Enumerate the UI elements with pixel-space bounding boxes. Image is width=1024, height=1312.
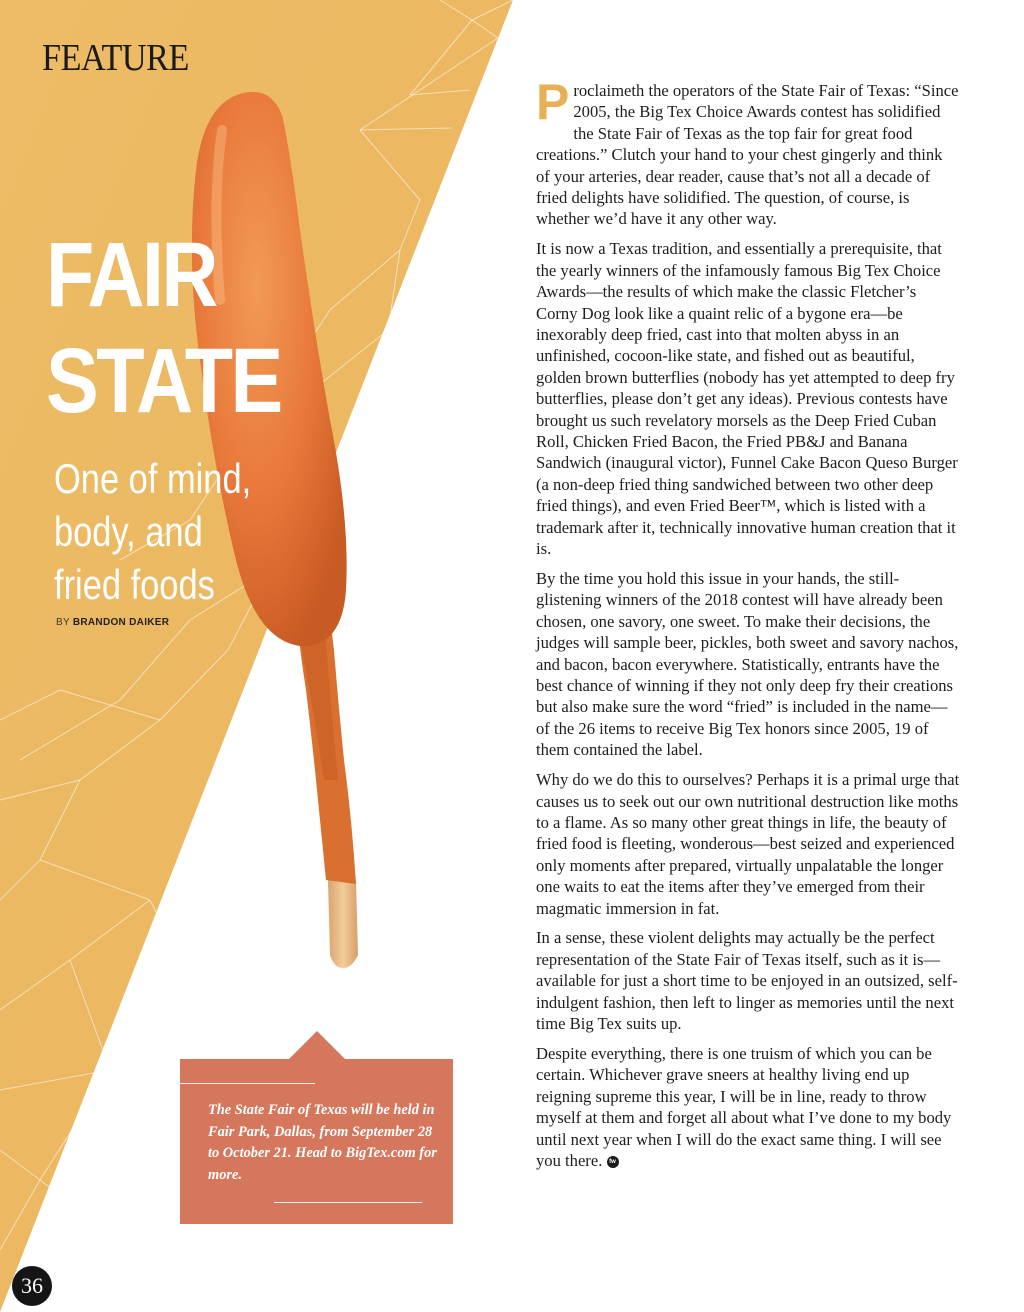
section-label: FEATURE <box>42 37 189 79</box>
body-paragraph: In a sense, these violent delights may actually be the perfect representation of the State Fair of Texas itself, such as it is—available for just a short time to be enjoyed in an outsized, self-indulgent fashion, then left to linger as memories until the next time Big Tex suits up. <box>536 928 958 1034</box>
article-title <box>46 222 281 434</box>
body-paragraph: Proclaimeth the operators of the State Fair of Texas: “Since 2005, the Big Tex Choice Awards contest has solidified the State Fair of Texas as the top fair for great food creations.” Clutch your hand to your chest gingerly and think of your arteries, dear reader, cause that’s not all a decade of fried delights have solidified. The question, of course, is whether we’d have it any other way. <box>536 74 959 229</box>
byline-author: BRANDON DAIKER <box>72 617 170 628</box>
end-mark-icon: fw <box>607 1156 619 1168</box>
callout-tab <box>289 1031 345 1059</box>
page-number: 36 <box>12 1266 52 1306</box>
article-subtitle <box>54 452 267 611</box>
callout-text: The State Fair of Texas will be held in Fair Park, Dallas, from September 28 to October 21. Head to BigTex.com for more. <box>208 1102 437 1183</box>
body-paragraph: It is now a Texas tradition, and essentially a prerequisite, that the yearly winners of the infamously famous Big Tex Choice Awards—the results of which make the classic Fletcher’s Corny Dog look like a quaint relic of a bygone era—be inexorably deep fried, cast into that molten abyss in an unfinished, cocoon-like state, and fished out as beautiful, golden brown butterflies (nobody has yet attempted to deep fry butterflies, please don’t get any ideas). Previous contests have brought us such revelatory morsels as the Deep Fried Cuban Roll, Chicken Fried Bacon, the Fried PB&J and Banana Sandwich (inaugural victor), Funnel Cake Bacon Queso Burger (a non-deep fried thing sandwiched between two other deep fried things), and even Fried Beer™, which is listed with a trademark after it, technically innovative human creation that it is. <box>536 239 958 559</box>
drop-cap: P <box>536 74 570 130</box>
byline-prefix: BY <box>56 617 70 628</box>
title-line: STATE <box>46 330 281 432</box>
article-body <box>536 74 960 1180</box>
body-paragraph: Why do we do this to ourselves? Perhaps it is a primal urge that causes us to seek out our own nutritional destruction like moths to a flame. As so many other great things in life, the beauty of fried food is fleeting, wonderous—best seized and experienced only moments after prepared, virtually unpalatable the longer one waits to eat the items after they’ve emerged from their magmatic immersion in fat. <box>536 770 960 918</box>
title-line: FAIR <box>46 224 216 326</box>
subtitle-line: One of mind, <box>54 455 252 502</box>
subtitle-line: fried foods <box>54 561 215 608</box>
subtitle-line: body, and <box>54 508 203 555</box>
body-paragraph: Despite everything, there is one truism of which you can be certain. Whichever grave sneers at healthy living end up reigning supreme this year, I will be in line, ready to throw myself at them and forget all about what I’ve done to my body until next year when I will do the exact same thing. I will see you there. fw <box>536 1043 952 1170</box>
corn-dog-stick <box>328 880 358 968</box>
callout-rule <box>274 1202 422 1203</box>
callout-rule <box>180 1083 315 1084</box>
byline <box>56 617 169 628</box>
body-paragraph: By the time you hold this issue in your hands, the still-glistening winners of the 2018 contest will have already been chosen, one savory, one sweet. To make their decisions, the judges will sample beer, pickles, both sweet and savory nachos, and bacon, bacon everywhere. Statistically, entrants have the best chance of winning if they not only deep fry their creations but also make sure the word “fried” is included in the name—of the 26 items to receive Big Tex honors since 2005, 19 of them contained the label. <box>536 568 959 760</box>
